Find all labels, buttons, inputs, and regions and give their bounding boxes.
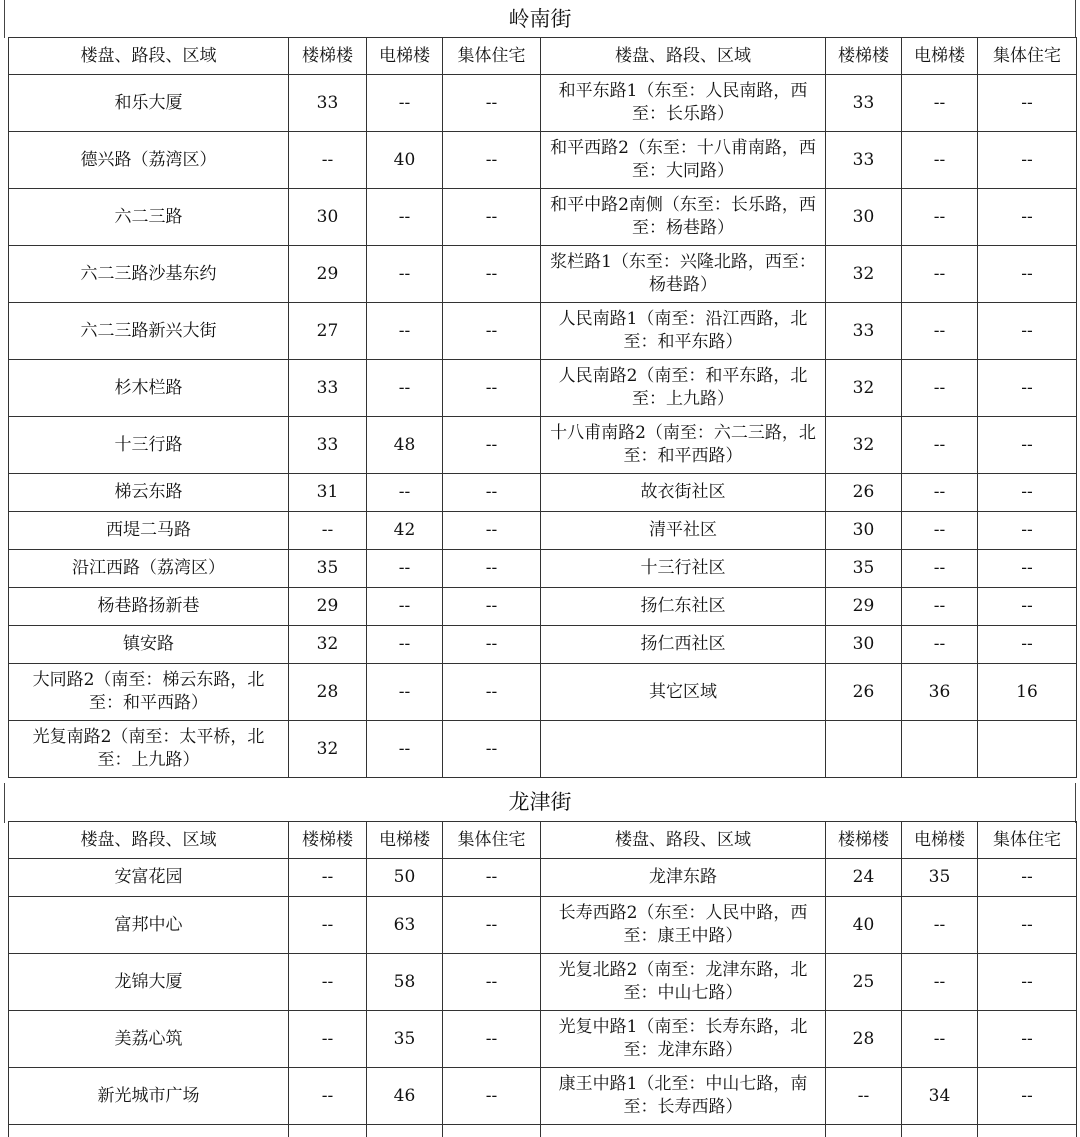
header-elevator-left: 电梯楼 <box>367 822 443 859</box>
cell-elevator-right: 35 <box>902 859 978 897</box>
cell-elevator-right: -- <box>902 417 978 474</box>
cell-stair-right: 24 <box>826 859 902 897</box>
cell-elevator-right: -- <box>902 954 978 1011</box>
table-row <box>9 588 1077 626</box>
table-row <box>9 303 1077 360</box>
cell-name-right <box>541 1125 826 1137</box>
cell-name-left: 龙锦大厦 <box>9 954 289 1011</box>
cell-stair-left: 35 <box>289 550 367 588</box>
cell-name-right: 光复中路1（南至：长寿东路，北至：龙津东路） <box>541 1011 826 1068</box>
cell-dorm-left: -- <box>443 1011 541 1068</box>
cell-elevator-left <box>367 1125 443 1137</box>
cell-name-left: 德兴路（荔湾区） <box>9 132 289 189</box>
cell-dorm-right: -- <box>978 859 1077 897</box>
cell-dorm-right <box>978 1125 1077 1137</box>
table-header-row <box>9 38 1077 75</box>
cell-name-left: 光复南路2（南至：太平桥，北至：上九路） <box>9 721 289 778</box>
cell-elevator-left: 63 <box>367 897 443 954</box>
cell-stair-right: -- <box>826 1068 902 1125</box>
cell-stair-left: -- <box>289 132 367 189</box>
cell-dorm-right: -- <box>978 897 1077 954</box>
cell-elevator-left: -- <box>367 303 443 360</box>
cell-elevator-right: -- <box>902 550 978 588</box>
table-row <box>9 360 1077 417</box>
header-elevator-left: 电梯楼 <box>367 38 443 75</box>
table-row <box>9 1011 1077 1068</box>
cell-elevator-right: -- <box>902 512 978 550</box>
cell-stair-right: 33 <box>826 132 902 189</box>
cell-dorm-left: -- <box>443 664 541 721</box>
cell-stair-right: 32 <box>826 246 902 303</box>
table-row <box>9 664 1077 721</box>
cell-stair-left: -- <box>289 859 367 897</box>
table-lingnan <box>8 37 1077 778</box>
header-stair-right: 楼梯楼 <box>826 38 902 75</box>
cell-stair-left: 33 <box>289 417 367 474</box>
cell-stair-right: 26 <box>826 474 902 512</box>
cell-stair-right: 32 <box>826 417 902 474</box>
cell-dorm-left: -- <box>443 588 541 626</box>
table-row <box>9 859 1077 897</box>
header-dorm-right: 集体住宅 <box>978 38 1077 75</box>
cell-dorm-right: -- <box>978 626 1077 664</box>
cell-dorm-right <box>978 721 1077 778</box>
cell-name-left: 新光城市广场 <box>9 1068 289 1125</box>
section-title-lingnan: 岭南街 <box>4 0 1076 38</box>
cell-stair-left: 33 <box>289 75 367 132</box>
cell-stair-left: 32 <box>289 721 367 778</box>
cell-dorm-right: -- <box>978 474 1077 512</box>
cell-stair-right: 33 <box>826 75 902 132</box>
cell-dorm-right: -- <box>978 303 1077 360</box>
header-dorm-left: 集体住宅 <box>443 822 541 859</box>
cell-name-right: 和平中路2南侧（东至：长乐路，西至：杨巷路） <box>541 189 826 246</box>
cell-elevator-left: 46 <box>367 1068 443 1125</box>
cell-name-right: 扬仁东社区 <box>541 588 826 626</box>
table-row <box>9 1068 1077 1125</box>
cell-name-right: 长寿西路2（东至：人民中路，西至：康王中路） <box>541 897 826 954</box>
cell-stair-left: -- <box>289 512 367 550</box>
cell-name-right: 扬仁西社区 <box>541 626 826 664</box>
cell-dorm-right: -- <box>978 189 1077 246</box>
cell-name-left: 大同路2（南至：梯云东路，北至：和平西路） <box>9 664 289 721</box>
cell-stair-left: 28 <box>289 664 367 721</box>
cell-stair-right: 30 <box>826 189 902 246</box>
table-lingnan-body <box>9 38 1077 778</box>
cell-dorm-right: -- <box>978 417 1077 474</box>
header-stair-left: 楼梯楼 <box>289 822 367 859</box>
cell-name-left: 杉木栏路 <box>9 360 289 417</box>
table-row <box>9 189 1077 246</box>
cell-stair-left: 31 <box>289 474 367 512</box>
cell-elevator-left: 40 <box>367 132 443 189</box>
cell-dorm-left: -- <box>443 626 541 664</box>
cell-stair-left: -- <box>289 1068 367 1125</box>
cell-elevator-right <box>902 721 978 778</box>
cell-dorm-left: -- <box>443 954 541 1011</box>
header-name-left: 楼盘、路段、区域 <box>9 38 289 75</box>
cell-stair-left: 29 <box>289 588 367 626</box>
cell-elevator-left: -- <box>367 474 443 512</box>
cell-name-right: 十三行社区 <box>541 550 826 588</box>
cell-dorm-right: -- <box>978 1011 1077 1068</box>
table-row <box>9 75 1077 132</box>
cell-name-right: 其它区域 <box>541 664 826 721</box>
cell-dorm-right: -- <box>978 246 1077 303</box>
cell-stair-right <box>826 721 902 778</box>
cell-name-right: 十八甫南路2（南至：六二三路，北至：和平西路） <box>541 417 826 474</box>
section-title-longjin: 龙津街 <box>4 783 1076 821</box>
cell-name-right: 清平社区 <box>541 512 826 550</box>
table-row <box>9 626 1077 664</box>
cell-stair-right: 30 <box>826 626 902 664</box>
cell-elevator-left: -- <box>367 664 443 721</box>
cell-stair-right: 25 <box>826 954 902 1011</box>
table-row <box>9 721 1077 778</box>
cell-elevator-left: -- <box>367 360 443 417</box>
cell-name-right: 人民南路2（南至：和平东路，北至：上九路） <box>541 360 826 417</box>
cell-stair-right: 32 <box>826 360 902 417</box>
cell-elevator-right: -- <box>902 360 978 417</box>
cell-stair-left: -- <box>289 897 367 954</box>
cell-elevator-left: 42 <box>367 512 443 550</box>
cell-name-left: 富邦中心 <box>9 897 289 954</box>
cell-dorm-right: -- <box>978 132 1077 189</box>
cell-elevator-right: -- <box>902 588 978 626</box>
cell-name-left: 镇安路 <box>9 626 289 664</box>
cell-elevator-right: -- <box>902 897 978 954</box>
cell-name-right: 浆栏路1（东至：兴隆北路，西至：杨巷路） <box>541 246 826 303</box>
cell-stair-left: 32 <box>289 626 367 664</box>
table-row <box>9 417 1077 474</box>
table-row <box>9 246 1077 303</box>
cell-stair-left: 30 <box>289 189 367 246</box>
cell-elevator-left: -- <box>367 721 443 778</box>
table-row <box>9 132 1077 189</box>
cell-stair-right: 29 <box>826 588 902 626</box>
header-name-right: 楼盘、路段、区域 <box>541 822 826 859</box>
cell-dorm-right: -- <box>978 512 1077 550</box>
cell-stair-left: 33 <box>289 360 367 417</box>
cell-name-left: 十三行路 <box>9 417 289 474</box>
cell-elevator-left: -- <box>367 75 443 132</box>
cell-name-left: 西堤二马路 <box>9 512 289 550</box>
table-longjin <box>8 821 1077 1137</box>
header-dorm-right: 集体住宅 <box>978 822 1077 859</box>
cell-elevator-left: 58 <box>367 954 443 1011</box>
cell-elevator-right: -- <box>902 75 978 132</box>
cell-dorm-left: -- <box>443 417 541 474</box>
cell-dorm-right: -- <box>978 954 1077 1011</box>
cell-name-left: 六二三路 <box>9 189 289 246</box>
cell-name-right: 人民南路1（南至：沿江西路，北至：和平东路） <box>541 303 826 360</box>
cell-name-right: 光复北路2（南至：龙津东路，北至：中山七路） <box>541 954 826 1011</box>
cell-name-left: 六二三路沙基东约 <box>9 246 289 303</box>
cell-stair-right: 40 <box>826 897 902 954</box>
cell-name-left: 和乐大厦 <box>9 75 289 132</box>
cell-dorm-left <box>443 1125 541 1137</box>
cell-dorm-right: -- <box>978 550 1077 588</box>
cell-stair-right: 33 <box>826 303 902 360</box>
cell-name-left: 梯云东路 <box>9 474 289 512</box>
cell-dorm-right: -- <box>978 1068 1077 1125</box>
header-elevator-right: 电梯楼 <box>902 822 978 859</box>
cell-elevator-left: -- <box>367 626 443 664</box>
cell-elevator-right: -- <box>902 303 978 360</box>
table-header-row <box>9 822 1077 859</box>
cell-stair-right: 30 <box>826 512 902 550</box>
cell-name-right: 和平东路1（东至：人民南路，西至：长乐路） <box>541 75 826 132</box>
cell-elevator-left: 50 <box>367 859 443 897</box>
header-dorm-left: 集体住宅 <box>443 38 541 75</box>
cell-elevator-right: -- <box>902 189 978 246</box>
cell-elevator-right: -- <box>902 626 978 664</box>
cell-stair-right: 35 <box>826 550 902 588</box>
cell-elevator-right: -- <box>902 246 978 303</box>
cell-elevator-right: 34 <box>902 1068 978 1125</box>
cell-dorm-left: -- <box>443 550 541 588</box>
cell-dorm-left: -- <box>443 897 541 954</box>
table-longjin-body <box>9 822 1077 1137</box>
cell-elevator-right: 36 <box>902 664 978 721</box>
cell-elevator-right: -- <box>902 132 978 189</box>
cell-stair-left <box>289 1125 367 1137</box>
cell-dorm-left: -- <box>443 512 541 550</box>
table-row <box>9 512 1077 550</box>
cell-dorm-left: -- <box>443 859 541 897</box>
cell-name-right: 龙津东路 <box>541 859 826 897</box>
cell-dorm-left: -- <box>443 189 541 246</box>
cell-name-right <box>541 721 826 778</box>
cell-elevator-left: -- <box>367 550 443 588</box>
cell-name-left: 沿江西路（荔湾区） <box>9 550 289 588</box>
cell-dorm-left: -- <box>443 1068 541 1125</box>
cell-name-right: 康王中路1（北至：中山七路，南至：长寿西路） <box>541 1068 826 1125</box>
cell-dorm-left: -- <box>443 474 541 512</box>
cell-dorm-left: -- <box>443 360 541 417</box>
cell-stair-left: -- <box>289 1011 367 1068</box>
cell-name-left: 杨巷路扬新巷 <box>9 588 289 626</box>
cell-stair-left: 27 <box>289 303 367 360</box>
cell-stair-right <box>826 1125 902 1137</box>
header-elevator-right: 电梯楼 <box>902 38 978 75</box>
cell-name-left <box>9 1125 289 1137</box>
table-row <box>9 474 1077 512</box>
cell-elevator-left: 35 <box>367 1011 443 1068</box>
cell-dorm-right: -- <box>978 75 1077 132</box>
cell-name-left: 美荔心筑 <box>9 1011 289 1068</box>
table-row <box>9 1125 1077 1137</box>
cell-dorm-right: 16 <box>978 664 1077 721</box>
cell-name-left: 六二三路新兴大街 <box>9 303 289 360</box>
cell-stair-left: 29 <box>289 246 367 303</box>
header-name-right: 楼盘、路段、区域 <box>541 38 826 75</box>
cell-dorm-left: -- <box>443 75 541 132</box>
cell-elevator-left: 48 <box>367 417 443 474</box>
header-name-left: 楼盘、路段、区域 <box>9 822 289 859</box>
cell-stair-left: -- <box>289 954 367 1011</box>
header-stair-right: 楼梯楼 <box>826 822 902 859</box>
cell-name-right: 和平西路2（东至：十八甫南路，西至：大同路） <box>541 132 826 189</box>
table-row <box>9 897 1077 954</box>
table-row <box>9 550 1077 588</box>
table-row <box>9 954 1077 1011</box>
cell-stair-right: 26 <box>826 664 902 721</box>
cell-elevator-left: -- <box>367 189 443 246</box>
cell-dorm-left: -- <box>443 721 541 778</box>
cell-elevator-right <box>902 1125 978 1137</box>
cell-name-left: 安富花园 <box>9 859 289 897</box>
header-stair-left: 楼梯楼 <box>289 38 367 75</box>
cell-stair-right: 28 <box>826 1011 902 1068</box>
cell-dorm-left: -- <box>443 246 541 303</box>
cell-elevator-left: -- <box>367 246 443 303</box>
cell-elevator-right: -- <box>902 1011 978 1068</box>
cell-elevator-left: -- <box>367 588 443 626</box>
cell-dorm-left: -- <box>443 132 541 189</box>
cell-elevator-right: -- <box>902 474 978 512</box>
cell-dorm-right: -- <box>978 360 1077 417</box>
cell-dorm-right: -- <box>978 588 1077 626</box>
cell-dorm-left: -- <box>443 303 541 360</box>
cell-name-right: 故衣街社区 <box>541 474 826 512</box>
